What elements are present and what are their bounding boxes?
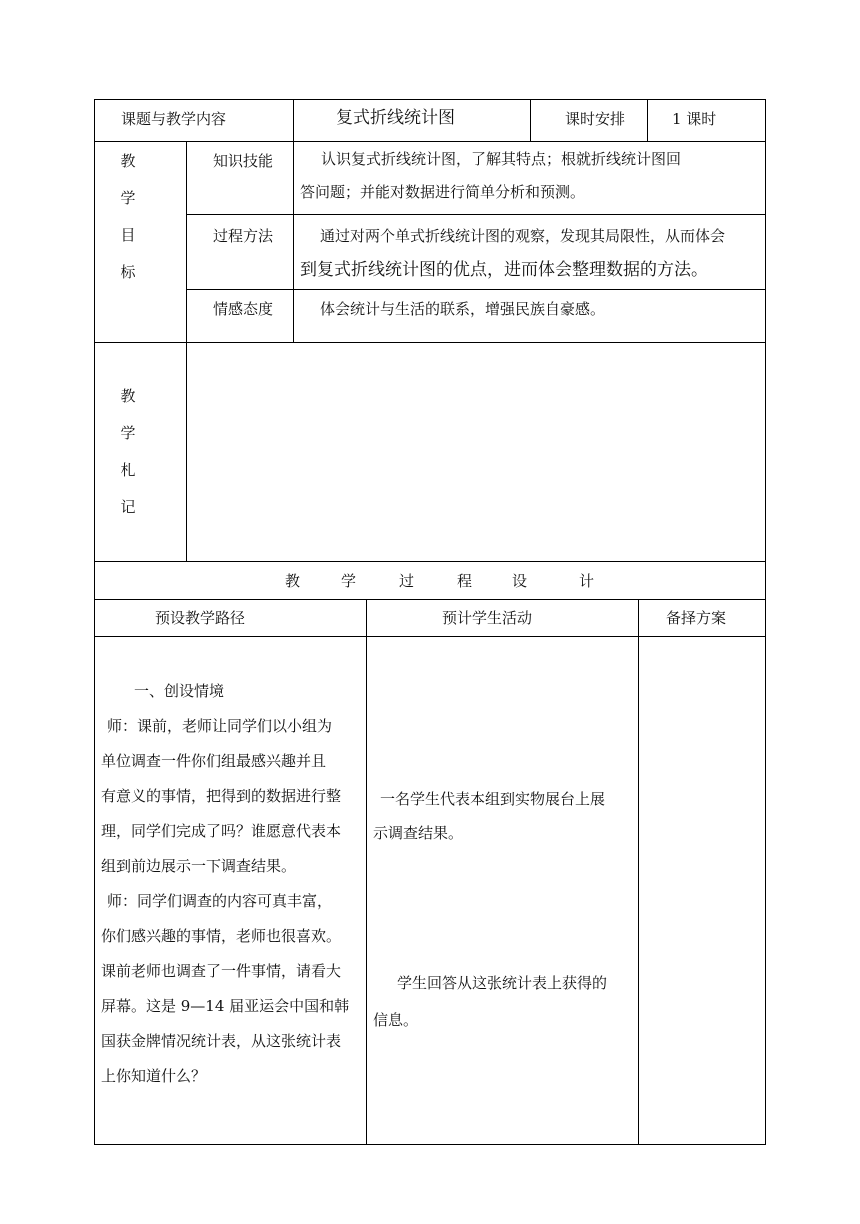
goal-text-knowledge: 认识复式折线统计图，了解其特点；根就折线统计图回 答问题；并能对数据进行简单分析和预测。 bbox=[300, 150, 682, 201]
goal-label-attitude: 情感态度 bbox=[213, 300, 274, 318]
goal-text-attitude: 体会统计与生活的联系，增强民族自豪感。 bbox=[320, 300, 606, 318]
alternative-plan-area bbox=[640, 638, 764, 1143]
schedule-label: 课时安排 bbox=[565, 110, 626, 128]
topic-label: 课题与教学内容 bbox=[121, 110, 227, 128]
notes-section-label: 教 学 札 记 bbox=[120, 387, 136, 516]
column-header-path: 预设教学路径 bbox=[155, 609, 246, 627]
goal-label-process: 过程方法 bbox=[213, 227, 274, 245]
goal-label-knowledge: 知识技能 bbox=[213, 152, 274, 170]
notes-area bbox=[188, 344, 764, 560]
student-activity-2: 学生回答从这张统计表上获得的 信息。 bbox=[373, 974, 608, 1029]
column-header-alternative: 备择方案 bbox=[666, 609, 727, 627]
teaching-path-text: 一、创设情境 师：课前，老师让同学们以小组为 单位调查一件你们组最感兴趣并且 有意义的事情，把得到的数据进行整 理，同学们完成了吗？谁愿意代表本 组到前边展示一下调查结果。 师：同学们调查的内容可真丰富， 你们感兴趣的事情，老师也很喜欢。 课前老师也调查了一件事情，请看大 屏幕。这是 9—14 届亚运会中国和韩 国获金牌情况统计表，从这张统计表 上你知道什么？ bbox=[101, 682, 350, 1085]
student-activity-1: 一名学生代表本组到实物展台上展 示调查结果。 bbox=[373, 790, 606, 842]
topic-title: 复式折线统计图 bbox=[336, 108, 455, 128]
goals-section-label: 教 学 目 标 bbox=[120, 152, 136, 281]
column-header-activity: 预计学生活动 bbox=[442, 609, 533, 627]
schedule-value: 1 课时 bbox=[672, 110, 717, 128]
goal-text-process: 通过对两个单式折线统计图的观察，发现其局限性，从而体会 到复式折线统计图的优点，进而体会整理数据的方法。 bbox=[300, 227, 726, 280]
